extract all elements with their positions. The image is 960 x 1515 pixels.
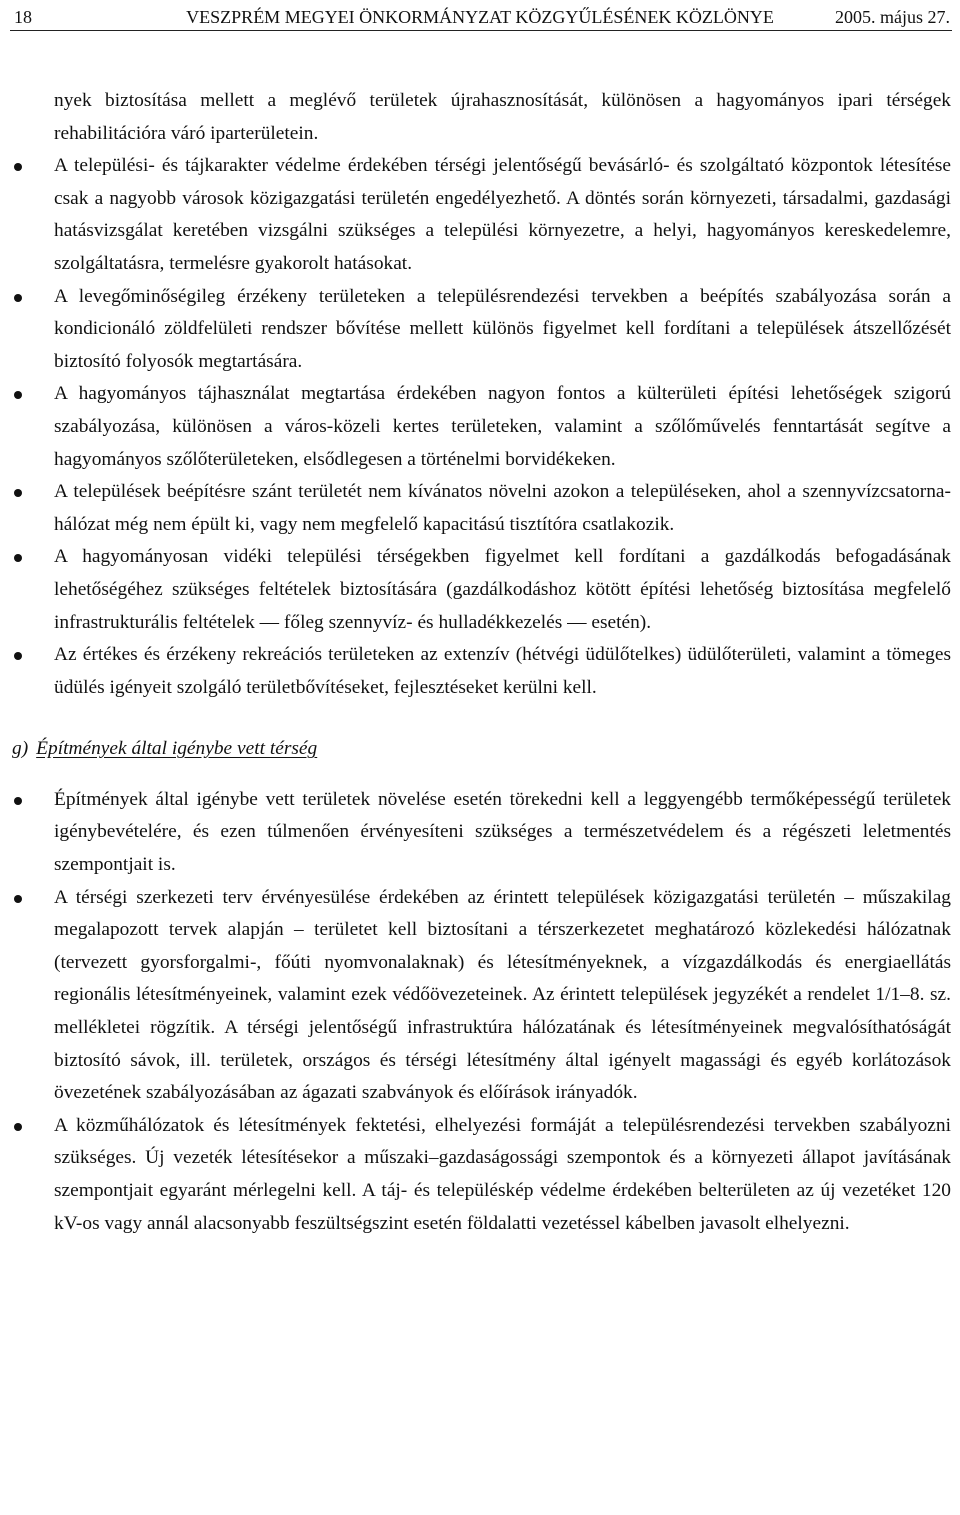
section-heading — [0, 733, 960, 766]
list-item-text: A közműhálózatok és létesítmények fektetési, elhelyezési formáját a településrendezési tervekben szabályozni szükséges. Új vezeték létesítésekor a műszaki–gazdaságossági szempontok és a környezeti állapot javításának szempontjait egyaránt mérlegelni kell. A táj- és településkép védelme érdekében belterületen az új vezetéket 120 kV-os vagy annál alacsonyabb feszültségszint esetén földalatti vezetéssel kábelben javasolt elhelyezni. — [54, 1114, 951, 1234]
bullet-icon — [14, 294, 22, 302]
list-item — [0, 639, 960, 704]
list-item-text: A térségi szerkezeti terv érvényesülése érdekében az érintett települések közigazgatási területén – műszakilag megalapozott tervek alapján – területet kell biztosítani a térszerkezetet meghatározó közlekedési hálózatnak (tervezett gyorsforgalmi-, főúti nyomvonalaknak) és létesítményeknek, a vízgazdálkodás és energiaellátás regionális létesítményeinek, valamint ezek védőövezeteinek. Az érintett települések jegyzékét a rendelet 1/1–8. sz. mellékletei rögzítik. A térségi jelentőségű infrastruktúra hálózatának és létesítményeinek megvalósíthatóságát biztosító sávok, ill. területek, országos és térségi létesítmény által igényelt magassági és egyéb korlátozások övezetének szabályozásában az ágazati szabványok és előírások irányadók. — [54, 886, 951, 1104]
list-item — [0, 1110, 960, 1240]
bullet-icon — [14, 1123, 22, 1131]
list-item-text: Építmények által igénybe vett területek növelése esetén törekedni kell a leggyengébb termőképességű területek igénybevételére, és ezen túlmenően érvényesíteni szükséges a természetvédelem és a régészeti leletmentés szempontjait is. — [54, 788, 951, 876]
section-letter: g) — [12, 738, 29, 760]
journal-title: VESZPRÉM MEGYEI ÖNKORMÁNYZAT KÖZGYŰLÉSÉNEK KÖZLÖNYE — [186, 7, 774, 27]
list-item-text: A hagyományosan vidéki települési térségekben figyelmet kell fordítani a gazdálkodás befogadásának lehetőségéhez szükséges feltételek biztosítására (gazdálkodáshoz kötött építési lehetőség biztosítása megfelelő infrastrukturális feltételek — főleg szennyvíz- és hulladékkezelés — esetén). — [54, 546, 951, 633]
bullet-icon — [14, 797, 22, 805]
list-item — [0, 882, 960, 1110]
list-item — [0, 476, 960, 541]
list-item — [0, 150, 960, 280]
list-item-text: A hagyományos tájhasználat megtartása érdekében nagyon fontos a külterületi építési lehetőségek szigorú szabályozása, különösen a város-közeli kertes területeken, valamint a szőlőművelés fenntartását segítve a hagyományos szőlőterületeken, elsődlegesen a történelmi borvidékeken. — [54, 383, 951, 470]
page-number: 18 — [14, 7, 32, 27]
list-item — [0, 281, 960, 379]
list-item — [0, 541, 960, 639]
section-title: Építmények által igénybe vett térség — [36, 738, 318, 760]
bullet-list-top — [0, 150, 960, 704]
list-item-text: A levegőminőségileg érzékeny területeken a településrendezési tervekben a beépítés szabályozása során a kondicionáló zöldfelületi rendszer bővítése mellett különös figyelmet kell fordítani a települések átszellőzését biztosító folyosók megtartására. — [54, 285, 951, 372]
list-item-text: A települések beépítésre szánt területét nem kívánatos növelni azokon a településeken, ahol a szennyvízcsatorna-hálózat még nem épült ki, vagy nem megfelelő kapacitású tisztítóra csatlakozik. — [54, 481, 951, 535]
document-body — [0, 85, 960, 1240]
issue-date: 2005. május 27. — [835, 7, 950, 27]
bullet-icon — [14, 163, 22, 171]
bullet-icon — [14, 391, 22, 399]
bullet-icon — [14, 652, 22, 660]
list-item — [0, 378, 960, 476]
bullet-icon — [14, 554, 22, 562]
page-header — [10, 6, 950, 32]
continuation-paragraph: nyek biztosítása mellett a meglévő területek újrahasznosítását, különösen a hagyományos ipari térségek rehabilitációra váró iparterületein. — [54, 90, 951, 144]
list-item — [0, 784, 960, 882]
list-item-text: Az értékes és érzékeny rekreációs területeken az extenzív (hétvégi üdülőtelkes) üdülőterületi, valamint a tömeges üdülés igényeit szolgáló területbővítéseket, fejlesztéseket kerülni kell. — [54, 644, 951, 698]
bullet-icon — [14, 895, 22, 903]
bullet-icon — [14, 489, 22, 497]
list-item-text: A települési- és tájkarakter védelme érdekében térségi jelentőségű bevásárló- és szolgáltató központok létesítése csak a nagyobb városok közigazgatási területén engedélyezhető. A döntés során környezeti, társadalmi, gazdasági hatásvizsgálat keretében vizsgálni szükséges a települési környezetre, a helyi, hagyományos kereskedelemre, szolgáltatásra, termelésre gyakorolt hatásokat. — [54, 155, 951, 274]
header-divider — [10, 30, 952, 31]
bullet-list-bottom — [0, 784, 960, 1240]
